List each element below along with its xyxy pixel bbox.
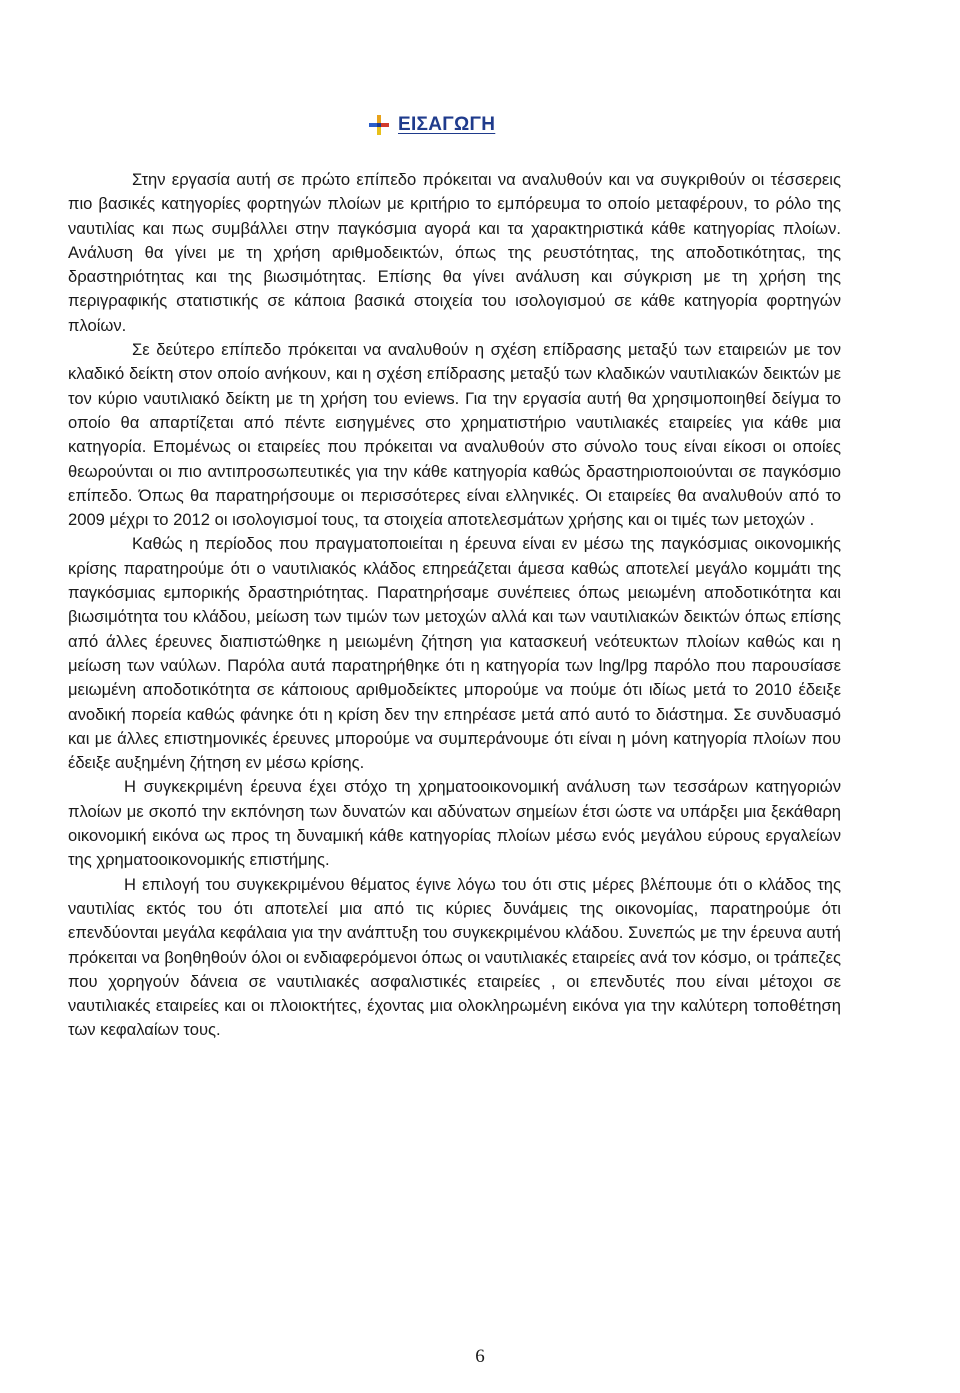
paragraph-5: Η επιλογή του συγκεκριμένου θέματος έγινε λόγω του ότι στις μέρες βλέπουμε ότι ο κλάδος της ναυτιλίας εκτός του ότι αποτελεί μια από τις κύριες δυνάμεις της οικονομίας, παρατηρούμε ότι επενδύονται μεγάλα κεφάλαια για την ανάπτυξη του συγκεκριμένου κλάδου. Συνεπώς με την έρευνα αυτή πρόκειται να βοηθηθούν όλοι οι ενδιαφερόμενοι όπως οι ναυτιλιακές εταιρείες ανά τον κόσμο, οι τράπεζες που χορηγούν δάνεια σε ναυτιλιακές ασφαλιστικές εταιρείες , οι επενδυτές που είναι μέτοχοι σε ναυτιλιακές εταιρείες και οι πλοιοκτήτες, έχοντας μια ολοκληρωμένη εικόνα για την καλύτερη τοποθέτηση των κεφαλαίων τους. [68, 874, 841, 1040]
section-heading [368, 114, 495, 136]
bullet-cross-icon [368, 114, 390, 136]
page-number: 6 [475, 1346, 485, 1367]
paragraph-2: Σε δεύτερο επίπεδο πρόκειται να αναλυθούν η σχέση επίδρασης μεταξύ των εταιρειών με τον κλαδικό δείκτη στον οποίο ανήκουν, και η σχέση επίδρασης μεταξύ των κλαδικών ναυτιλιακών δεικτών με τον κύριο ναυτιλιακό δείκτη με τη χρήση του eviews. Για την εργασία αυτή θα χρησιμοποιηθεί δείγμα το οποίο θα απαρτίζεται από πέντε εισηγμένες στο χρηματιστήριο ναυτιλιακές εταιρείες για κάθε μια κατηγορία. Επομένως οι εταιρείες που πρόκειται να αναλυθούν στο σύνολο τους είναι είκοσι οι οποίες θεωρούνται οι πιο αντιπροσωπευτικές για την κάθε κατηγορία καθώς δραστηριοποιούνται σε παγκόσμιο επίπεδο. Όπως θα παρατηρήσουμε οι περισσότερες είναι ελληνικές. Οι εταιρείες θα αναλυθούν από το 2009 μέχρι το 2012 οι ισολογισμοί τους, τα στοιχεία αποτελεσμάτων χρήσης και οι τιμές των μετοχών . [68, 340, 841, 530]
paragraph-1: Στην εργασία αυτή σε πρώτο επίπεδο πρόκειται να αναλυθούν και να συγκριθούν οι τέσσερεις πιο βασικές κατηγορίες φορτηγών πλοίων με κριτήριο το εμπόρευμα το οποίο μεταφέρουν, το ρόλο της ναυτιλίας και πως συμβάλλει στην παγκόσμια αγορά και τα χαρακτηριστικά κάθε κατηγορίας πλοίων. Ανάλυση θα γίνει με τη χρήση αριθμοδεικτών, όπως της ρευστότητας, της αποδοτικότητας, της δραστηριότητας και της βιωσιμότητας. Επίσης θα γίνει ανάλυση και σύγκριση με τη χρήση της περιγραφικής στατιστικής σε κάποια βασικά στοιχεία του ισολογισμού σε κάθε κατηγορία φορτηγών πλοίων. [68, 170, 841, 335]
paragraph-4: Η συγκεκριμένη έρευνα έχει στόχο τη χρηματοοικονομική ανάλυση των τεσσάρων κατηγοριών πλοίων με σκοπό την εκπόνηση των δυνατών και αδύνατων σημείων έτσι ώστε να υπάρξει μια ξεκάθαρη οικονομική εικόνα ως προς τη δυναμική κάθε κατηγορίας πλοίων μέσω ενός μεγάλου εύρους εργαλείων της χρηματοοικονομικής επιστήμης. [68, 777, 841, 870]
section-title: ΕΙΣΑΓΩΓΗ [398, 114, 496, 135]
paragraph-3: Καθώς η περίοδος που πραγματοποιείται η έρευνα είναι εν μέσω της παγκόσμιας οικονομικής κρίσης παρατηρούμε ότι ο ναυτιλιακός κλάδος επηρεάζεται άμεσα καθώς αποτελεί μεγάλο κομμάτι της παγκόσμιας εμπορικής δραστηριότητας. Παρατηρήσαμε συνέπειες όπως μειωμένη αποδοτικότητα και βιωσιμότητα του κλάδου, μείωση των τιμών των μετοχών αλλά και των ναυτιλιακών δεικτών όπως επίσης από άλλες έρευνες διαπιστώθηκε η μειωμένη ζήτηση για κατασκευή νεότευκτων πλοίων καθώς και η μείωση των ναύλων. Παρόλα αυτά παρατηρήθηκε ότι η κατηγορία των lng/lpg παρόλο που παρουσίασε μειωμένη αποδοτικότητα σε κάποιους αριθμοδείκτες μπορούμε να πούμε ότι ιδίως μετά το 2010 έδειξε ανοδική πορεία καθώς φάνηκε ότι η κρίση δεν την επηρέασε μετά από αυτό το διάστημα. Σε συνδυασμό και με άλλες επιστημονικές έρευνες μπορούμε να συμπεράνουμε ότι είναι η μόνη κατηγορία πλοίων που έδειξε αυξημένη ζήτηση εν μέσω κρίσης. [68, 534, 841, 773]
body-text [68, 168, 841, 1043]
